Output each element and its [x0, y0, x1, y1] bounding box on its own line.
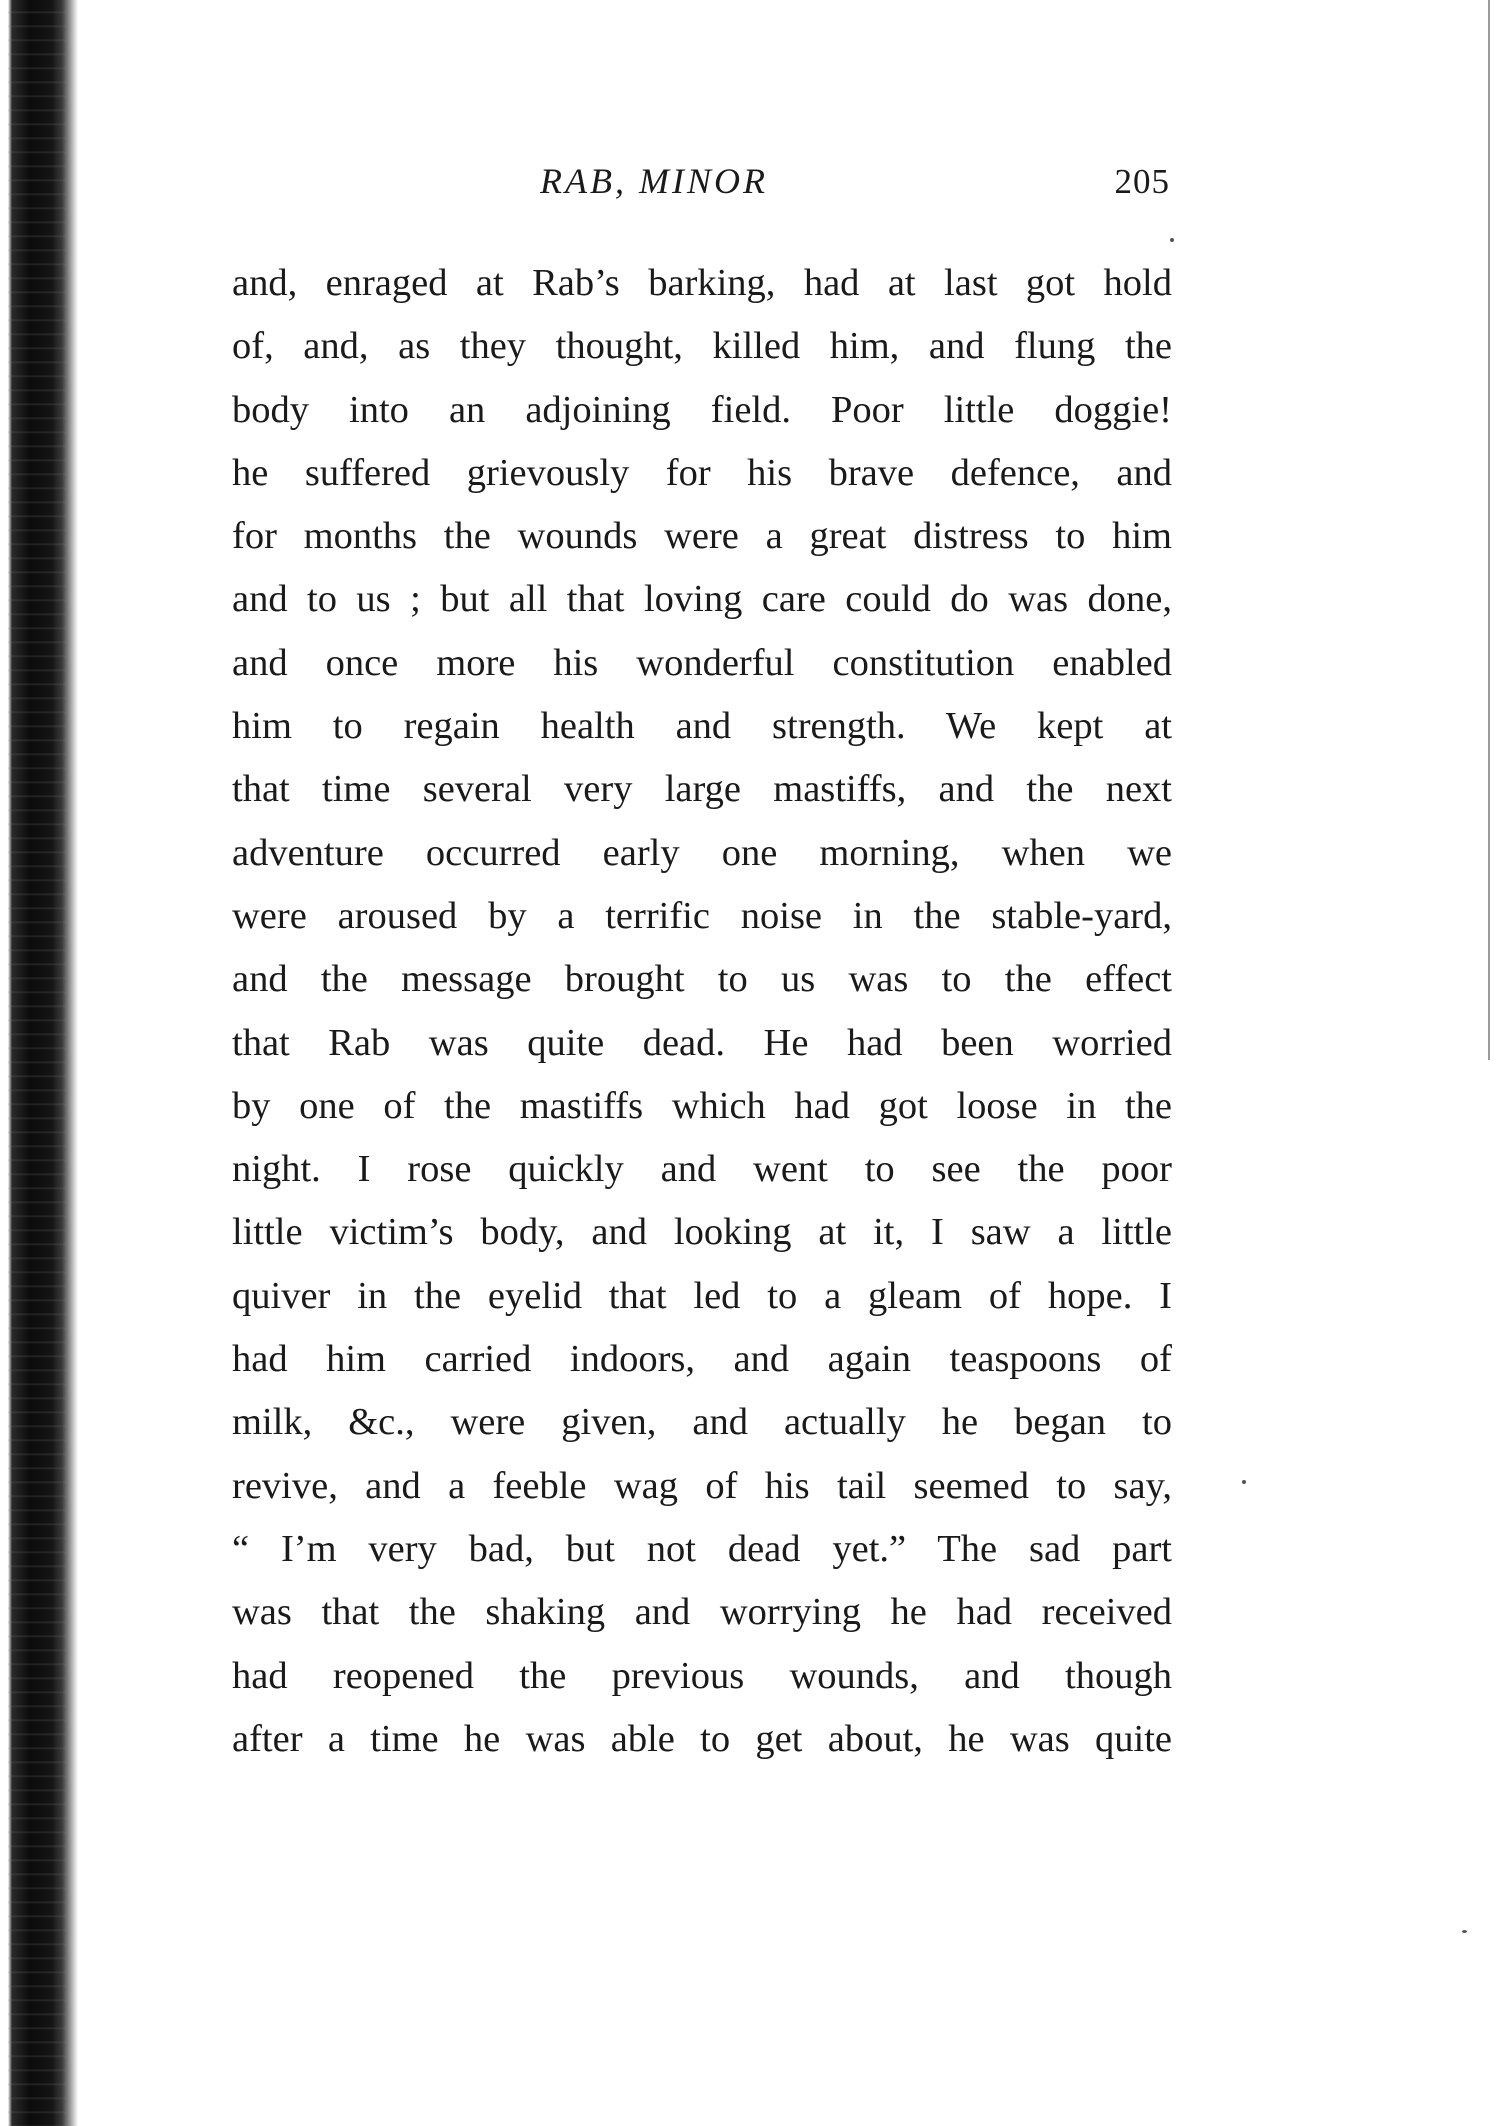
text-line: had reopened the previous wounds, and though — [232, 1654, 1172, 1697]
text-line: “ I’m very bad, but not dead yet.” The sad part — [232, 1527, 1172, 1570]
page-number: 205 — [1114, 162, 1170, 201]
text-line: by one of the mastiffs which had got loose in the — [232, 1084, 1172, 1127]
text-line: and, enraged at Rab’s barking, had at last got hold — [232, 262, 1172, 304]
text-line: were aroused by a terrific noise in the stable-yard, — [232, 894, 1172, 937]
text-line: had him carried indoors, and again teaspoons of — [232, 1338, 1172, 1381]
text-line: quiver in the eyelid that led to a gleam of hope. I — [232, 1274, 1172, 1317]
page-header — [230, 160, 1170, 210]
text-line: and the message brought to us was to the effect — [232, 958, 1172, 1001]
text-line: for months the wounds were a great distress to him — [232, 515, 1172, 558]
text-line: little victim’s body, and looking at it, I saw a little — [232, 1211, 1172, 1254]
text-line: him to regain health and strength. We kept at — [232, 705, 1172, 748]
page-edge-rule — [1488, 0, 1490, 1060]
text-line: was that the shaking and worrying he had received — [232, 1591, 1172, 1634]
running-head: RAB, MINOR — [540, 161, 768, 201]
scan-speck — [1462, 1930, 1467, 1933]
text-line: adventure occurred early one morning, when we — [232, 831, 1172, 874]
scan-speck — [1242, 1480, 1246, 1484]
text-line: after a time he was able to get about, he was quite — [232, 1717, 1172, 1760]
text-line: that time several very large mastiffs, and the next — [232, 768, 1172, 811]
text-line: and once more his wonderful constitution enabled — [232, 641, 1172, 684]
text-line: night. I rose quickly and went to see the poor — [232, 1148, 1172, 1191]
body-text — [232, 252, 1172, 1771]
text-line: and to us ; but all that loving care could do was done, — [232, 578, 1172, 621]
binding-texture — [8, 0, 68, 2126]
text-line: that Rab was quite dead. He had been worried — [232, 1021, 1172, 1064]
text-line: revive, and a feeble wag of his tail seemed to say, — [232, 1464, 1172, 1507]
text-line: body into an adjoining field. Poor little doggie! — [232, 388, 1172, 431]
scan-speck — [1170, 238, 1174, 242]
text-line: of, and, as they thought, killed him, and flung the — [232, 325, 1172, 368]
text-line: milk, &c., were given, and actually he began to — [232, 1401, 1172, 1444]
text-line: he suffered grievously for his brave defence, and — [232, 451, 1172, 494]
